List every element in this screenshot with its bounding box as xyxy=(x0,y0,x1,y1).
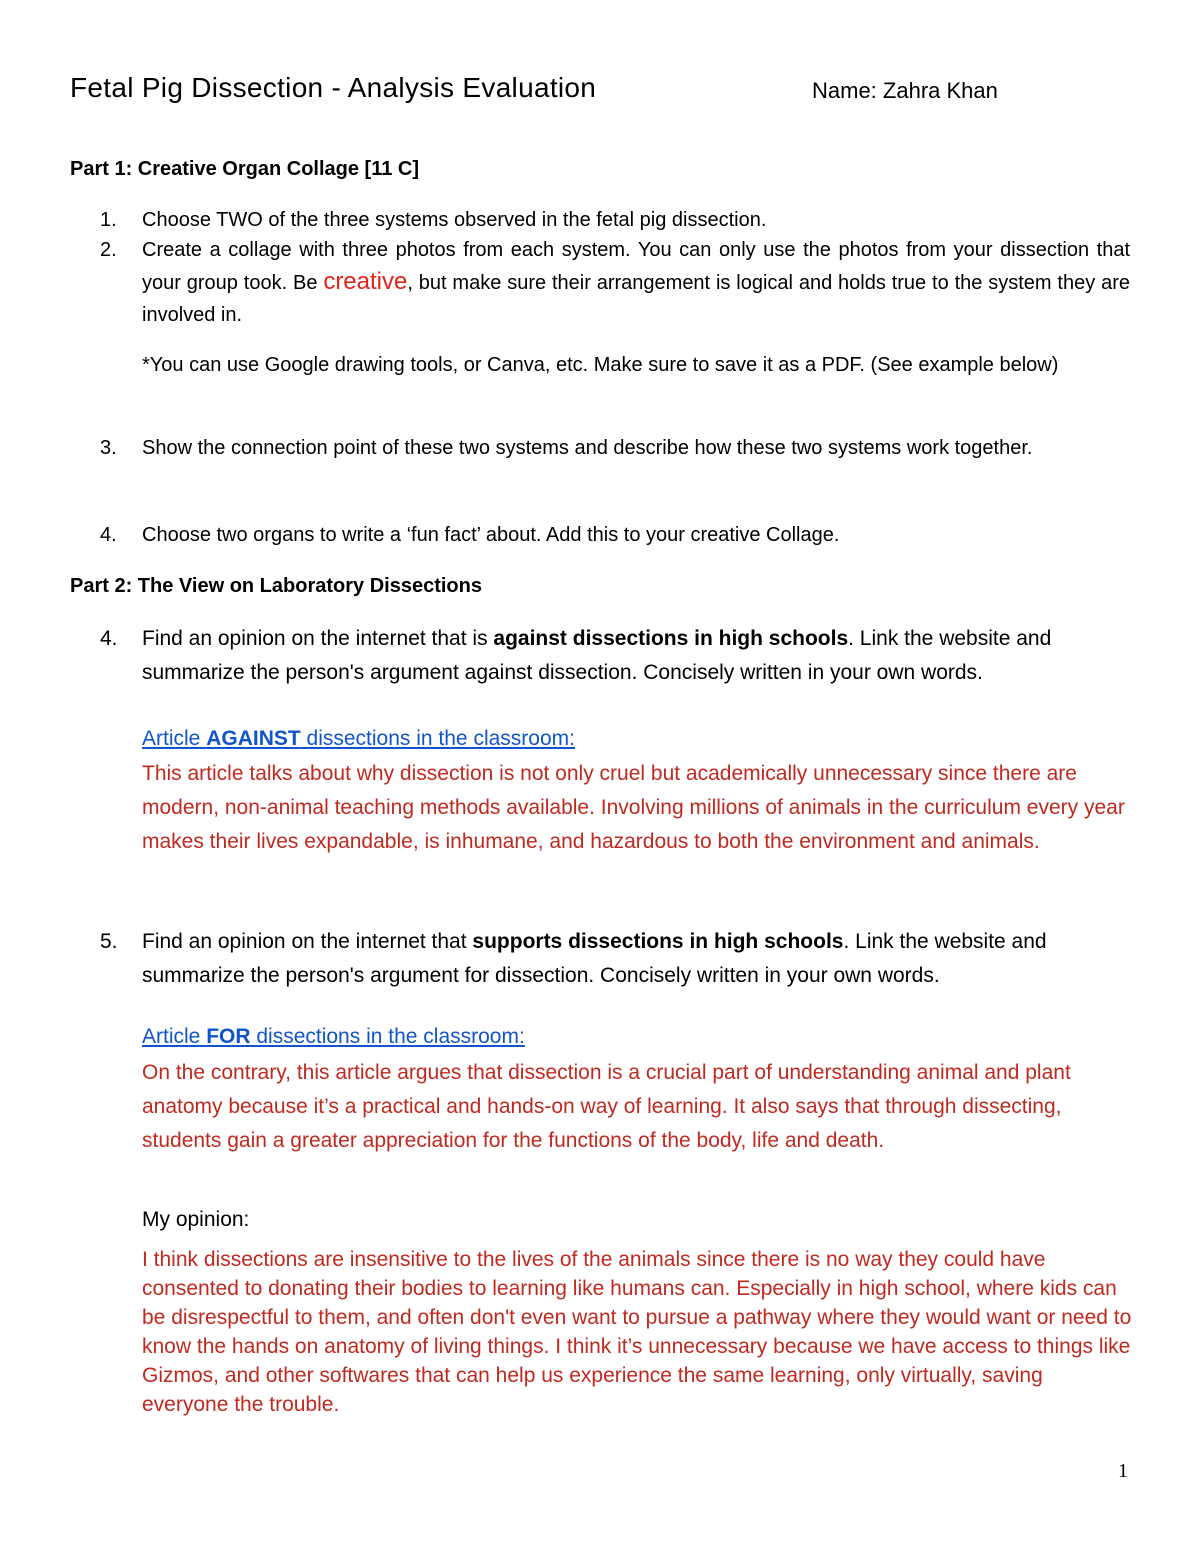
link-text-part: Article xyxy=(142,1025,207,1048)
part1-item-2 xyxy=(100,234,1130,331)
item-number: 2. xyxy=(100,239,117,261)
opinion-label: My opinion: xyxy=(142,1208,250,1231)
opinion-text: I think dissections are insensitive to the lives of the animals since there is no way they could have consented to donating their bodies to learning like humans can. Especially in high school, where kids can be disrespectful to them, and often don't even want to pursue a pathway where they would want or need to know the hands on anatomy of living things. I think it’s unnecessary because we have access to things like Gizmos, and other softwares that can help us experience the same learning, only virtually, saving everyone the trouble. xyxy=(142,1248,1132,1416)
question-text-part: . Link the website and summarize the person's argument for dissection. Concisely written in your own words. xyxy=(142,930,1047,987)
document-title: Fetal Pig Dissection - Analysis Evaluation xyxy=(70,72,597,103)
question-text-part: Find an opinion on the internet that is xyxy=(142,627,494,650)
part2-heading: Part 2: The View on Laboratory Dissections xyxy=(70,575,482,597)
question-text xyxy=(142,925,1130,993)
part1-item-3 xyxy=(100,432,1130,464)
part1-item-4 xyxy=(100,519,1130,551)
item-number: 4. xyxy=(100,627,118,650)
item-text: Choose two organs to write a ‘fun fact’ about. Add this to your creative Collage. xyxy=(142,524,840,546)
part1-item-1 xyxy=(100,204,1130,236)
part2-question-5 xyxy=(100,925,1130,993)
link-text-part: dissections in the classroom: xyxy=(250,1025,525,1048)
question-emphasis: against dissections in high schools xyxy=(493,627,849,650)
answer-against: This article talks about why dissection is not only cruel but academically unnecessary since there are modern, non-animal teaching methods available. Involving millions of animals in the curriculum every year makes their lives expandable, is inhumane, and hazardous to both the environment and animals. xyxy=(142,762,1125,853)
item-text-part: Create a collage with three photos from each system. You can only use the photos from your dissection that your group took. Be xyxy=(142,239,1130,294)
answer-for: On the contrary, this article argues that dissection is a crucial part of understanding animal and plant anatomy because it’s a practical and hands-on way of learning. It also says that through dissecting, students gain a greater appreciation for the functions of the body, life and death. xyxy=(142,1061,1071,1152)
page-number: 1 xyxy=(1118,1460,1128,1482)
question-text-part: . Link the website and summarize the person's argument against dissection. Concisely written in your own words. xyxy=(142,627,1052,684)
item-text xyxy=(142,234,1130,331)
article-against-link[interactable] xyxy=(142,727,575,751)
link-text-part: dissections in the classroom: xyxy=(300,727,575,750)
question-emphasis: supports dissections in high schools xyxy=(472,930,844,953)
item-number: 4. xyxy=(100,524,117,546)
question-text xyxy=(142,622,1130,690)
question-text-part: Find an opinion on the internet that xyxy=(142,930,473,953)
part1-heading: Part 1: Creative Organ Collage [11 C] xyxy=(70,158,420,180)
link-emphasis: FOR xyxy=(206,1025,251,1048)
item-number: 3. xyxy=(100,437,117,459)
creative-highlight: creative xyxy=(323,268,408,295)
part2-question-4 xyxy=(100,622,1130,690)
item-text: Show the connection point of these two systems and describe how these two systems work together. xyxy=(142,437,1033,459)
item-text: Choose TWO of the three systems observed in the fetal pig dissection. xyxy=(142,209,767,231)
item-number: 1. xyxy=(100,209,117,231)
article-for-link[interactable] xyxy=(142,1025,525,1049)
part1-note: *You can use Google drawing tools, or Canva, etc. Make sure to save it as a PDF. (See example below) xyxy=(142,354,1059,376)
item-text-part: , but make sure their arrangement is logical and holds true to the system they are involved in. xyxy=(142,272,1130,326)
item-number: 5. xyxy=(100,930,118,953)
student-name: Name: Zahra Khan xyxy=(812,78,998,103)
link-text-part: Article xyxy=(142,727,207,750)
document-header xyxy=(70,72,1130,112)
link-emphasis: AGAINST xyxy=(206,727,301,750)
